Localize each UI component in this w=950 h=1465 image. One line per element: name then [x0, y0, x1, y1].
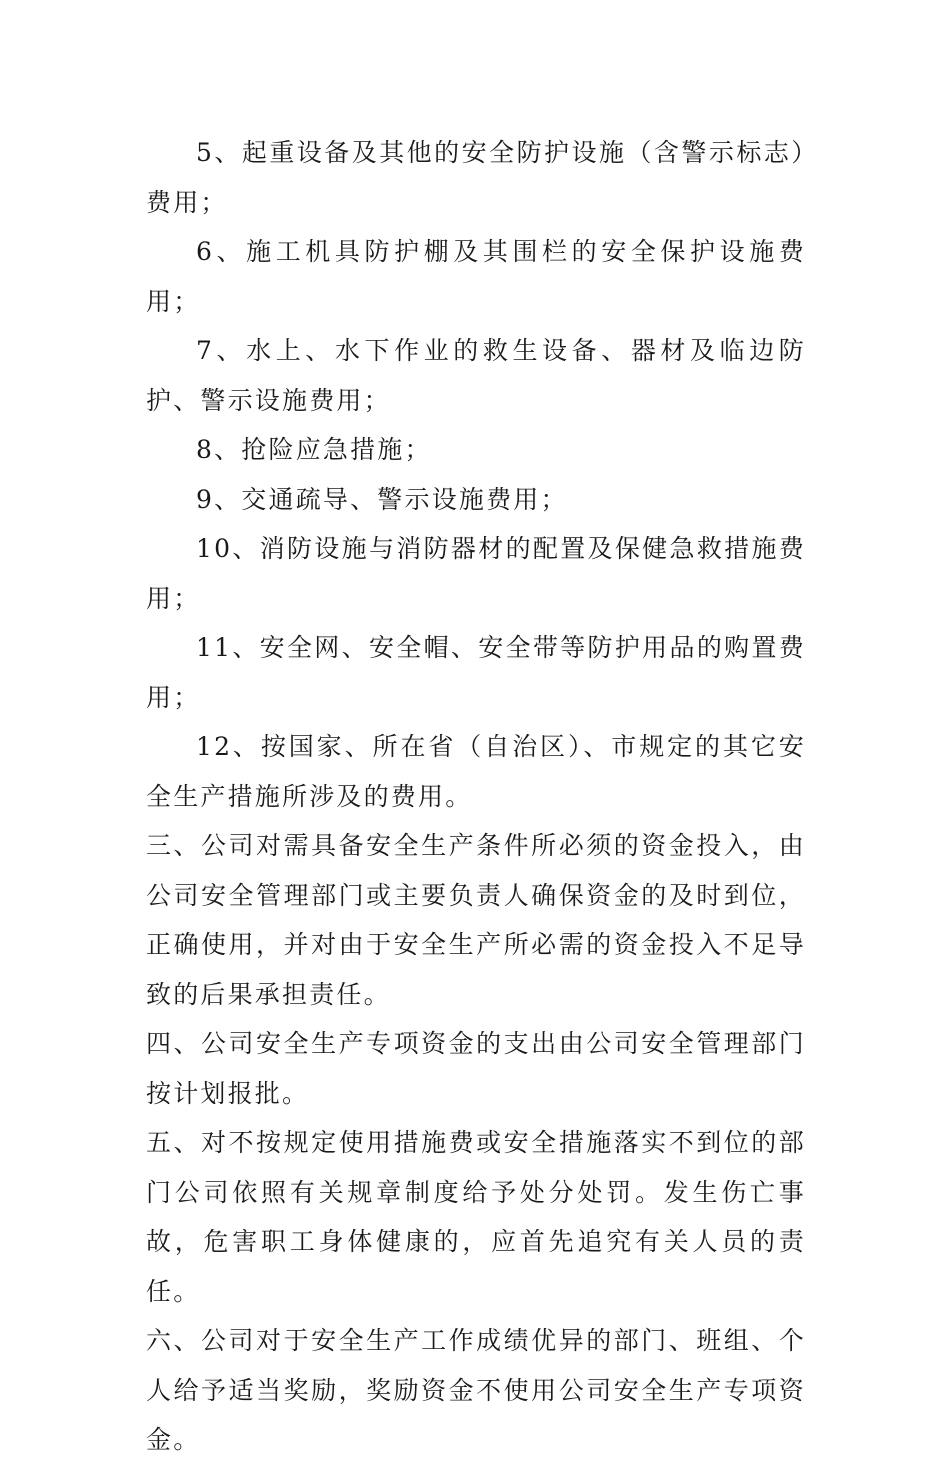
list-item-8: 8、抢险应急措施；: [196, 435, 432, 464]
list-item-12: 12、按国家、所在省（自治区）、市规定的其它安全生产措施所涉及的费用。: [146, 732, 806, 811]
section-six-paragraph: 六、公司对于安全生产工作成绩优异的部门、班组、个人给予适当奖励，奖励资金不使用公司安全生产专项资金。: [146, 1326, 806, 1454]
section-three-paragraph: 三、公司对需具备安全生产条件所必须的资金投入，由公司安全管理部门或主要负责人确保资金的及时到位，正确使用，并对由于安全生产所必需的资金投入不足导致的后果承担责任。: [146, 831, 806, 1009]
list-item-11: 11、安全网、安全帽、安全带等防护用品的购置费用；: [146, 633, 806, 712]
list-item-9: 9、交通疏导、警示设施费用；: [196, 484, 568, 514]
document-body: [146, 128, 806, 1465]
list-item-5: 5、起重设备及其他的安全防护设施（含警示标志）费用；: [146, 138, 806, 217]
list-item-7: 7、水上、水下作业的救生设备、器材及临边防护、警示设施费用；: [146, 336, 806, 415]
list-item-10: 10、消防设施与消防器材的配置及保健急救措施费用；: [146, 534, 806, 613]
section-five-paragraph: 五、对不按规定使用措施费或安全措施落实不到位的部门公司依照有关规章制度给予处分处罚。发生伤亡事故，危害职工身体健康的，应首先追究有关人员的责任。: [146, 1128, 806, 1306]
section-four-paragraph: 四、公司安全生产专项资金的支出由公司安全管理部门按计划报批。: [146, 1029, 806, 1108]
list-item-6: 6、施工机具防护棚及其围栏的安全保护设施费用；: [146, 237, 806, 316]
